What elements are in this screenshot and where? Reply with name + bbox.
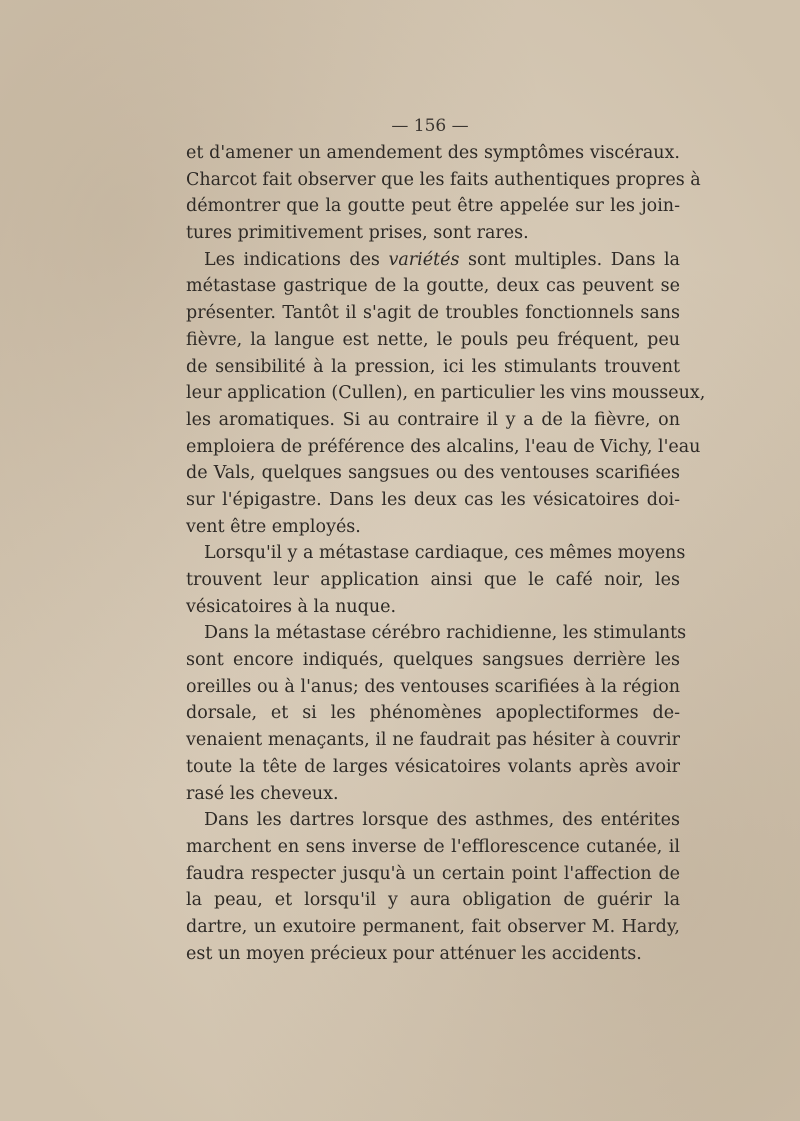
text-line-segment: venaient menaçants, il ne faudrait pas hésiter à couvrir [186, 730, 680, 751]
text-line-segment: Dans les dartres lorsque des asthmes, des entérites [204, 810, 680, 831]
text-line-segment: de sensibilité à la pression, ici les stimulants trouvent [186, 356, 680, 377]
body-text [186, 140, 706, 967]
text-line [186, 193, 680, 220]
text-line-segment: rasé les cheveux. [186, 783, 339, 804]
text-line [186, 887, 680, 914]
text-line-segment: sont multiples. Dans la [459, 249, 680, 270]
text-line [186, 700, 680, 727]
text-line-segment: métastase gastrique de la goutte, deux cas peuvent se [186, 276, 680, 297]
text-line [186, 273, 680, 300]
text-line-segment: dorsale, et si les phénomènes apoplectiformes de- [186, 703, 680, 724]
text-line-segment: présenter. Tantôt il s'agit de troubles fonctionnels sans [186, 303, 680, 324]
text-line-segment: vésicatoires à la nuque. [186, 596, 397, 617]
text-line-segment: fièvre, la langue est nette, le pouls peu fréquent, peu [186, 329, 680, 350]
text-line-segment: Dans la métastase cérébro rachidienne, les stimulants [204, 623, 687, 644]
text-line [186, 140, 680, 167]
text-line-segment: démontrer que la goutte peut être appelée sur les join- [186, 196, 680, 217]
text-line-segment: sont encore indiqués, quelques sangsues derrière les [186, 650, 680, 671]
text-line [186, 567, 680, 594]
text-line [186, 460, 680, 487]
text-line-segment: trouvent leur application ainsi que le café noir, les [186, 570, 680, 590]
text-line-segment: et d'amener un amendement des symptômes viscéraux. [186, 143, 680, 163]
text-line-segment: emploiera de préférence des alcalins, l'eau de Vichy, l'eau [186, 436, 701, 457]
text-line [186, 354, 680, 381]
text-line [186, 781, 680, 808]
italic-term: variétés [388, 249, 460, 270]
text-line [186, 807, 680, 834]
text-line [186, 487, 680, 514]
text-line [186, 220, 680, 247]
text-line-segment: faudra respecter jusqu'à un certain point l'affection de [186, 863, 680, 884]
text-line-segment: leur application (Cullen), en particulier les vins mousseux, [186, 383, 706, 404]
text-line-segment: Les indications des [204, 249, 389, 270]
text-line-segment: de Vals, quelques sangsues ou des ventouses scarifiées [186, 463, 680, 484]
text-line [186, 914, 680, 941]
text-line [186, 434, 701, 461]
text-line [186, 594, 680, 621]
text-line [186, 167, 701, 194]
text-line [186, 861, 680, 888]
text-line [186, 380, 706, 407]
text-line-segment: dartre, un exutoire permanent, fait observer M. Hardy, [186, 916, 680, 937]
text-line-segment: toute la tête de larges vésicatoires volants après avoir [186, 756, 680, 777]
text-line [186, 647, 680, 674]
text-line-segment: Lorsqu'il y a métastase cardiaque, ces mêmes moyens [204, 543, 686, 564]
text-line-segment: oreilles ou à l'anus; des ventouses scarifiées à la région [186, 676, 680, 697]
text-line [186, 727, 680, 754]
text-line-segment: les aromatiques. Si au contraire il y a de la fièvre, on [186, 409, 680, 430]
text-line-segment: marchent en sens inverse de l'efflorescence cutanée, il [186, 836, 680, 857]
text-line [186, 540, 686, 567]
text-line [186, 620, 687, 647]
text-line [186, 941, 680, 968]
text-line-segment: Charcot fait observer que les faits authentiques propres à [186, 169, 701, 190]
text-line-segment: la peau, et lorsqu'il y aura obligation de guérir la [186, 890, 680, 911]
text-line-segment: vent être employés. [186, 516, 361, 537]
text-line [186, 247, 680, 274]
page-number: — 156 — [391, 116, 469, 136]
text-line-segment: sur l'épigastre. Dans les deux cas les vésicatoires doi- [186, 489, 680, 510]
text-line [186, 754, 680, 781]
text-line [186, 834, 680, 861]
text-line-segment: tures primitivement prises, sont rares. [186, 223, 529, 244]
text-line [186, 407, 680, 434]
text-line [186, 327, 680, 354]
text-line-segment: est un moyen précieux pour atténuer les accidents. [186, 943, 642, 964]
text-line [186, 514, 680, 541]
text-line [186, 674, 680, 701]
text-line [186, 300, 680, 327]
